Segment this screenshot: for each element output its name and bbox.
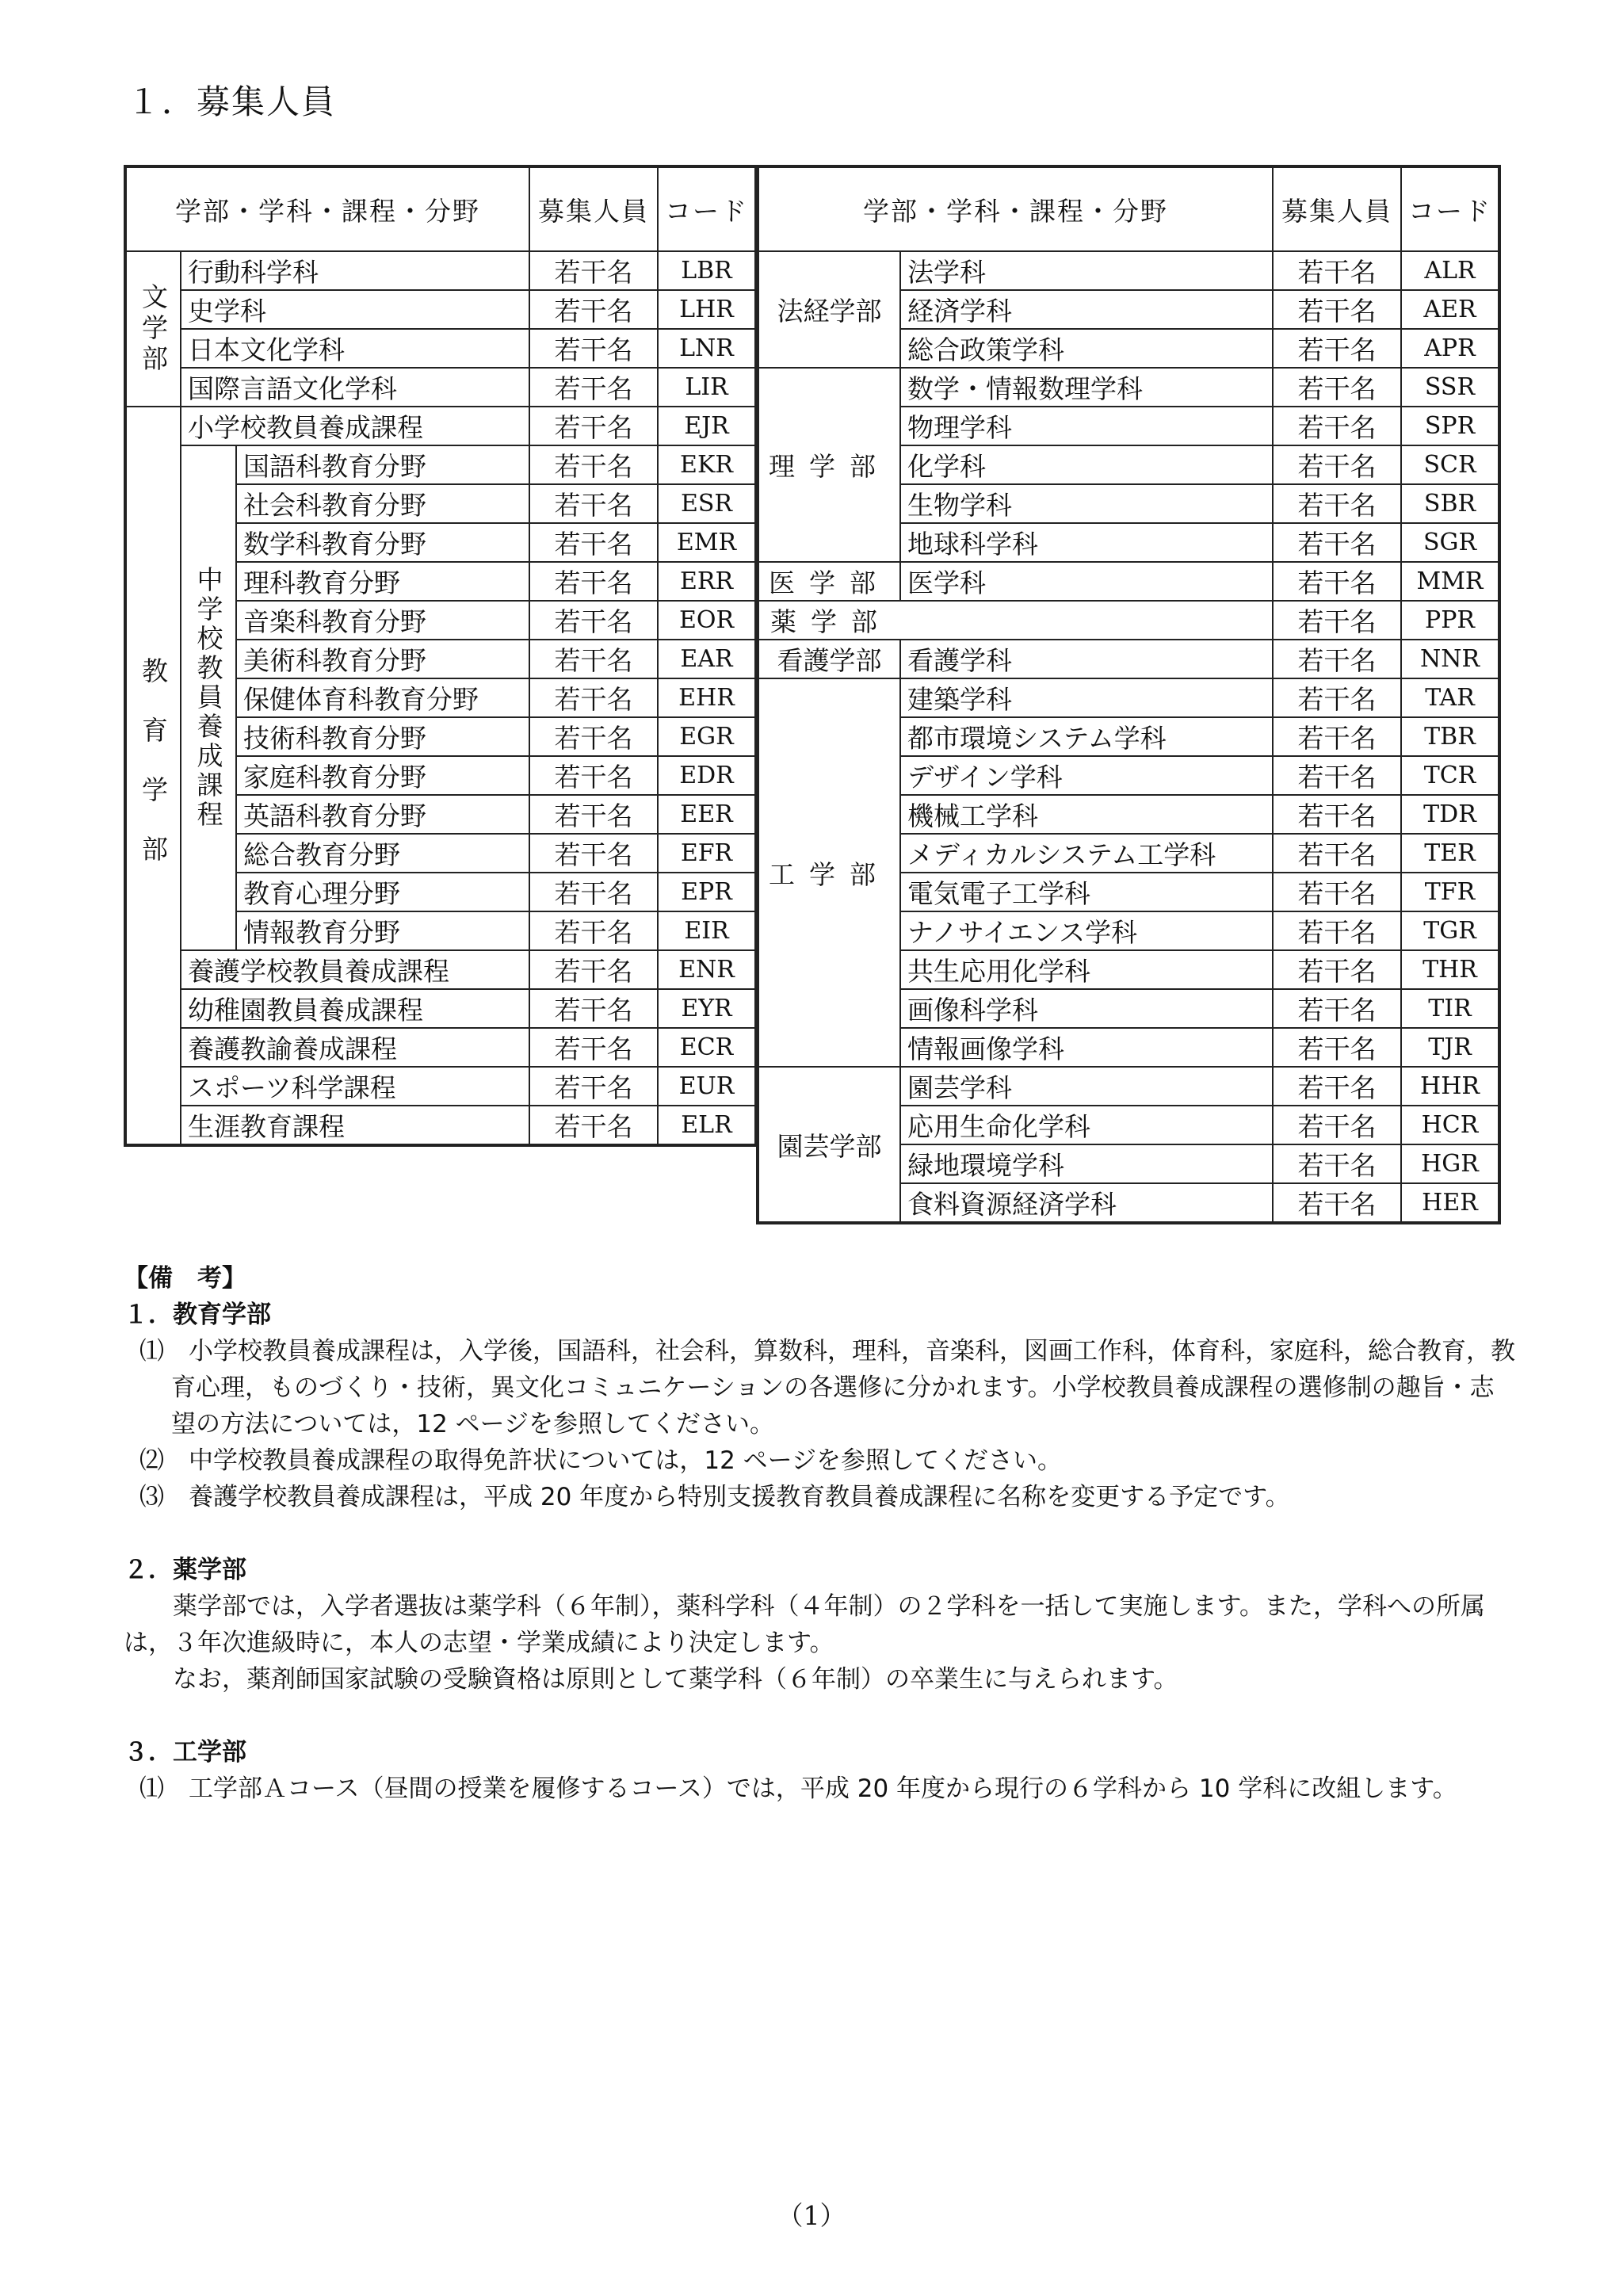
dept-label: 文学部: [125, 251, 181, 407]
program-name: 美術科教育分野: [236, 640, 529, 678]
program-code: TJR: [1401, 1028, 1499, 1067]
program-code: ENR: [658, 950, 756, 989]
enroll-count: 若干名: [529, 329, 658, 368]
program-name: 小学校教員養成課程: [181, 407, 529, 445]
enroll-count: 若干名: [1273, 445, 1401, 484]
program-code: EKR: [658, 445, 756, 484]
enroll-count: 若干名: [1273, 911, 1401, 950]
enroll-count: 若干名: [1273, 873, 1401, 911]
enroll-count: 若干名: [1273, 1028, 1401, 1067]
program-name: 機械工学科: [900, 795, 1273, 834]
table-row: [758, 1067, 1499, 1106]
table-row: [125, 445, 756, 484]
enroll-count: 若干名: [529, 678, 658, 717]
enroll-count: 若干名: [529, 601, 658, 640]
program-name: 保健体育科教育分野: [236, 678, 529, 717]
table-row: [125, 950, 756, 989]
program-code: ELR: [658, 1106, 756, 1145]
table-row: [125, 290, 756, 329]
enroll-count: 若干名: [1273, 290, 1401, 329]
enroll-count: 若干名: [529, 795, 658, 834]
enroll-count: 若干名: [1273, 678, 1401, 717]
program-code: SBR: [1401, 484, 1499, 523]
program-code: TBR: [1401, 717, 1499, 756]
enroll-count: 若干名: [1273, 1067, 1401, 1106]
enroll-count: 若干名: [529, 1106, 658, 1145]
header-count: 募集人員: [1273, 166, 1401, 251]
dept-label: 理学部: [758, 368, 900, 562]
enroll-count: 若干名: [1273, 1183, 1401, 1223]
program-code: ERR: [658, 562, 756, 601]
program-name: 都市環境システム学科: [900, 717, 1273, 756]
program-code: EMR: [658, 523, 756, 562]
program-code: MMR: [1401, 562, 1499, 601]
program-code: TAR: [1401, 678, 1499, 717]
program-name: 英語科教育分野: [236, 795, 529, 834]
program-code: TGR: [1401, 911, 1499, 950]
program-name: デザイン学科: [900, 756, 1273, 795]
program-name: ナノサイエンス学科: [900, 911, 1273, 950]
enroll-count: 若干名: [529, 251, 658, 290]
program-name: 養護学校教員養成課程: [181, 950, 529, 989]
program-name: 技術科教育分野: [236, 717, 529, 756]
enroll-count: 若干名: [1273, 640, 1401, 678]
dept-label: 薬学部: [758, 601, 1273, 640]
program-name: 生涯教育課程: [181, 1106, 529, 1145]
program-name: 緑地環境学科: [900, 1144, 1273, 1183]
table-row: [125, 251, 756, 290]
program-code: EER: [658, 795, 756, 834]
enroll-count: 若干名: [529, 873, 658, 911]
program-code: EHR: [658, 678, 756, 717]
table-row: [125, 1106, 756, 1145]
program-code: EPR: [658, 873, 756, 911]
program-code: EGR: [658, 717, 756, 756]
enroll-count: 若干名: [1273, 484, 1401, 523]
enroll-count: 若干名: [529, 368, 658, 407]
table-row: [758, 562, 1499, 601]
enroll-count: 若干名: [529, 756, 658, 795]
program-name: 史学科: [181, 290, 529, 329]
program-code: EOR: [658, 601, 756, 640]
table-row: [758, 640, 1499, 678]
program-code: LNR: [658, 329, 756, 368]
enroll-count: 若干名: [1273, 407, 1401, 445]
page-title: １．募集人員: [127, 82, 337, 121]
dept-label: 園芸学部: [758, 1067, 900, 1223]
program-name: 応用生命化学科: [900, 1106, 1273, 1144]
enroll-count: 若干名: [529, 562, 658, 601]
dept-label: 法経学部: [758, 251, 900, 368]
program-code: SPR: [1401, 407, 1499, 445]
program-name: 看護学科: [900, 640, 1273, 678]
enroll-count: 若干名: [529, 523, 658, 562]
enroll-count: 若干名: [1273, 368, 1401, 407]
program-name: 数学・情報数理学科: [900, 368, 1273, 407]
program-code: SCR: [1401, 445, 1499, 484]
program-name: 国語科教育分野: [236, 445, 529, 484]
enroll-count: 若干名: [1273, 989, 1401, 1028]
notes-section-title: ２．薬学部: [124, 1556, 246, 1584]
table-header-row: [758, 166, 1499, 251]
enroll-count: 若干名: [529, 834, 658, 873]
enroll-count: 若干名: [529, 407, 658, 445]
enroll-count: 若干名: [529, 290, 658, 329]
table-row: [125, 989, 756, 1028]
program-code: NNR: [1401, 640, 1499, 678]
program-code: TFR: [1401, 873, 1499, 911]
enroll-count: 若干名: [1273, 1144, 1401, 1183]
program-code: EIR: [658, 911, 756, 950]
dept-label: 医学部: [758, 562, 900, 601]
enroll-count: 若干名: [1273, 601, 1401, 640]
program-name: 数学科教育分野: [236, 523, 529, 562]
program-code: HGR: [1401, 1144, 1499, 1183]
program-code: EFR: [658, 834, 756, 873]
program-name: 理科教育分野: [236, 562, 529, 601]
header-count: 募集人員: [529, 166, 658, 251]
program-code: LHR: [658, 290, 756, 329]
enrollment-table-right: [756, 165, 1501, 1224]
notes-section-title: １．教育学部: [124, 1301, 271, 1329]
program-name: 情報教育分野: [236, 911, 529, 950]
enroll-count: 若干名: [529, 717, 658, 756]
program-name: 経済学科: [900, 290, 1273, 329]
note-item: ⑶ 養護学校教員養成課程は，平成 20 年度から特別支援教育教員養成課程に名称を変更する予定です。: [139, 1483, 1290, 1511]
program-code: EYR: [658, 989, 756, 1028]
note-item: ⑵ 中学校教員養成課程の取得免許状については，12 ページを参照してください。: [139, 1446, 1063, 1475]
enroll-count: 若干名: [1273, 756, 1401, 795]
program-code: APR: [1401, 329, 1499, 368]
program-name: 画像科学科: [900, 989, 1273, 1028]
program-name: 総合教育分野: [236, 834, 529, 873]
program-name: 音楽科教育分野: [236, 601, 529, 640]
table-row: [758, 678, 1499, 717]
program-code: EAR: [658, 640, 756, 678]
program-name: 電気電子工学科: [900, 873, 1273, 911]
program-code: TER: [1401, 834, 1499, 873]
program-code: LBR: [658, 251, 756, 290]
program-name: スポーツ科学課程: [181, 1067, 529, 1106]
table-row: [125, 1028, 756, 1067]
program-name: 家庭科教育分野: [236, 756, 529, 795]
program-name: 医学科: [900, 562, 1273, 601]
enroll-count: 若干名: [1273, 795, 1401, 834]
program-name: 幼稚園教員養成課程: [181, 989, 529, 1028]
program-code: THR: [1401, 950, 1499, 989]
note-item: ⑴ 工学部Ａコース（昼間の授業を履修するコース）では，平成 20 年度から現行の６学科から 10 学科に改組します。: [139, 1775, 1457, 1803]
program-name: 建築学科: [900, 678, 1273, 717]
note-paragraph: なお，薬剤師国家試験の受験資格は原則として薬学科（６年制）の卒業生に与えられます。: [173, 1665, 1178, 1694]
program-code: SGR: [1401, 523, 1499, 562]
program-name: 養護教諭養成課程: [181, 1028, 529, 1067]
program-name: 法学科: [900, 251, 1273, 290]
enroll-count: 若干名: [1273, 717, 1401, 756]
table-row: [125, 407, 756, 445]
program-code: PPR: [1401, 601, 1499, 640]
enroll-count: 若干名: [529, 950, 658, 989]
program-code: TIR: [1401, 989, 1499, 1028]
program-code: HER: [1401, 1183, 1499, 1223]
program-code: HHR: [1401, 1067, 1499, 1106]
program-name: 共生応用化学科: [900, 950, 1273, 989]
program-code: EJR: [658, 407, 756, 445]
program-name: 国際言語文化学科: [181, 368, 529, 407]
enroll-count: 若干名: [1273, 562, 1401, 601]
table-row: [125, 1067, 756, 1106]
program-name: 社会科教育分野: [236, 484, 529, 523]
enroll-count: 若干名: [529, 640, 658, 678]
enroll-count: 若干名: [529, 989, 658, 1028]
program-code: ALR: [1401, 251, 1499, 290]
notes-heading: 【備 考】: [124, 1264, 246, 1293]
program-name: 園芸学科: [900, 1067, 1273, 1106]
program-name: 物理学科: [900, 407, 1273, 445]
table-row: [758, 601, 1499, 640]
program-name: 日本文化学科: [181, 329, 529, 368]
program-code: LIR: [658, 368, 756, 407]
program-code: EUR: [658, 1067, 756, 1106]
program-name: 教育心理分野: [236, 873, 529, 911]
notes-section: [124, 1260, 1518, 1807]
program-code: HCR: [1401, 1106, 1499, 1144]
enrollment-table-left: [124, 165, 758, 1147]
program-name: 化学科: [900, 445, 1273, 484]
page-number: （1）: [777, 2200, 846, 2231]
enroll-count: 若干名: [1273, 834, 1401, 873]
program-code: TCR: [1401, 756, 1499, 795]
enroll-count: 若干名: [1273, 329, 1401, 368]
table-row: [758, 368, 1499, 407]
dept-label: 看護学部: [758, 640, 900, 678]
enroll-count: 若干名: [529, 1067, 658, 1106]
program-name: 情報画像学科: [900, 1028, 1273, 1067]
note-paragraph: 薬学部では，入学者選抜は薬学科（６年制），薬科学科（４年制）の２学科を一括して実施します。また，学科への所属は，３年次進級時に，本人の志望・学業成績により決定します。: [124, 1592, 1486, 1657]
enroll-count: 若干名: [1273, 1106, 1401, 1144]
header-code: コード: [658, 166, 756, 251]
enroll-count: 若干名: [529, 445, 658, 484]
table-row: [125, 368, 756, 407]
header-dept: 学部・学科・課程・分野: [125, 166, 529, 251]
table-row: [125, 329, 756, 368]
enroll-count: 若干名: [1273, 950, 1401, 989]
dept-label: 教育学部: [125, 407, 181, 1145]
table-row: [758, 251, 1499, 290]
enroll-count: 若干名: [1273, 251, 1401, 290]
enroll-count: 若干名: [1273, 523, 1401, 562]
program-name: 食料資源経済学科: [900, 1183, 1273, 1223]
program-code: TDR: [1401, 795, 1499, 834]
table-header-row: [125, 166, 756, 251]
program-code: AER: [1401, 290, 1499, 329]
enroll-count: 若干名: [529, 911, 658, 950]
program-name: 行動科学科: [181, 251, 529, 290]
dept-label: 工学部: [758, 678, 900, 1067]
program-code: SSR: [1401, 368, 1499, 407]
program-code: ECR: [658, 1028, 756, 1067]
course-label: 中学校教員養成課程: [181, 445, 236, 950]
program-code: ESR: [658, 484, 756, 523]
note-item: ⑴ 小学校教員養成課程は，入学後，国語科，社会科，算数科，理科，音楽科，図画工作科，体育科，家庭科，総合教育，教育心理，ものづくり・技術，異文化コミュニケーションの各選修に分かれます。小学校教員養成課程の選修制の趣旨・志望の方法については，12 ページを参照してください。: [139, 1337, 1515, 1438]
notes-section-title: ３．工学部: [124, 1738, 246, 1767]
enroll-count: 若干名: [529, 1028, 658, 1067]
program-code: EDR: [658, 756, 756, 795]
program-name: 生物学科: [900, 484, 1273, 523]
program-name: メディカルシステム工学科: [900, 834, 1273, 873]
header-code: コード: [1401, 166, 1499, 251]
program-name: 地球科学科: [900, 523, 1273, 562]
program-name: 総合政策学科: [900, 329, 1273, 368]
enroll-count: 若干名: [529, 484, 658, 523]
header-dept: 学部・学科・課程・分野: [758, 166, 1273, 251]
